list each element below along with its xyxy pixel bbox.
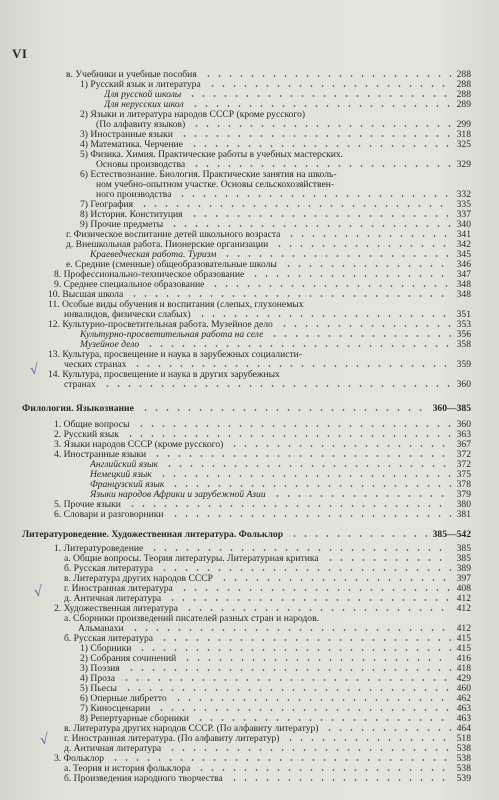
toc-entry	[0, 734, 499, 744]
entry-title: 7) География	[80, 200, 134, 210]
toc-entry	[0, 574, 499, 584]
toc-entry	[0, 664, 499, 674]
toc-entry	[0, 200, 499, 210]
toc-entry	[0, 380, 499, 390]
entry-title: 1) Сборники	[80, 644, 132, 654]
entry-title: г. Иностранная литература. (По алфавиту литератур)	[64, 734, 280, 744]
page-ref: 351	[456, 309, 471, 320]
entry-title: 11. Особые виды обучения и воспитания (слепых, глухонемых	[48, 300, 304, 310]
leader-dots	[184, 604, 451, 614]
section-heading	[0, 530, 499, 540]
leader-dots	[159, 634, 451, 644]
leader-dots	[149, 544, 450, 554]
toc-entry	[0, 584, 499, 594]
toc-entry	[0, 350, 499, 360]
leader-dots	[250, 270, 450, 280]
entry-title: 8. Профессионально-техническое образование	[54, 270, 245, 280]
entry-title: Филология. Языкознание	[22, 404, 134, 414]
toc-entry	[0, 140, 499, 150]
leader-dots	[173, 694, 451, 704]
entry-title: Альманахи	[78, 624, 124, 634]
page-ref: 346	[456, 259, 471, 270]
toc-entry	[0, 510, 499, 520]
page-ref: 375	[456, 469, 471, 480]
toc-entry	[0, 170, 499, 180]
entry-title: 5. Прочие языки	[54, 500, 121, 510]
toc-entry	[0, 320, 499, 330]
toc-entry	[0, 490, 499, 500]
entry-title: 4. Иностранные языки	[54, 450, 147, 460]
toc-entry	[0, 330, 499, 340]
leader-dots	[179, 584, 451, 594]
page-ref: 385—542	[432, 529, 471, 540]
entry-title: ного производства	[96, 190, 172, 200]
toc-entry	[0, 300, 499, 310]
leader-dots	[190, 100, 451, 110]
toc-entry	[0, 100, 499, 110]
toc-entry	[0, 340, 499, 350]
page-ref: 341	[456, 229, 471, 240]
leader-dots	[140, 404, 427, 414]
page-ref: 345	[456, 249, 471, 260]
toc-entry	[0, 654, 499, 664]
leader-dots	[189, 140, 451, 150]
toc-entry	[0, 80, 499, 90]
page-ref: 356	[456, 329, 471, 340]
toc-entry	[0, 754, 499, 764]
leader-dots	[169, 220, 450, 230]
entry-title: Литературоведение. Художественная литература. Фольклор	[22, 530, 284, 540]
toc-entry	[0, 310, 499, 320]
toc-entry	[0, 500, 499, 510]
entry-title: Для русской школы	[104, 90, 182, 100]
page-ref: 464	[456, 723, 471, 734]
entry-title: Краеведческая работа. Туризм	[90, 250, 217, 260]
leader-dots	[219, 574, 451, 584]
leader-dots	[272, 490, 451, 500]
entry-title: д. Внешкольная работа. Пионерские организации	[66, 240, 269, 250]
page-ref: 372	[456, 449, 471, 460]
page-ref: 299	[456, 119, 471, 130]
leader-dots	[130, 624, 451, 634]
leader-dots	[145, 340, 450, 350]
entry-title: 9) Прочие предметы	[80, 220, 164, 230]
entry-title: Французский язык	[90, 480, 165, 490]
page-ref: 288	[456, 69, 471, 80]
toc-entry	[0, 250, 499, 260]
toc-entry	[0, 360, 499, 370]
toc-entry	[0, 604, 499, 614]
page-ref: 397	[456, 573, 471, 584]
toc-entry	[0, 270, 499, 280]
toc-entry	[0, 624, 499, 634]
page-ref: 463	[456, 713, 471, 724]
entry-title: 10. Высшая школа	[48, 290, 124, 300]
leader-dots	[167, 594, 450, 604]
leader-dots	[156, 704, 450, 714]
leader-dots	[179, 130, 451, 140]
toc-entry	[0, 110, 499, 120]
entry-title: д. Античная литература	[64, 594, 162, 604]
leader-dots	[123, 684, 451, 694]
leader-dots	[132, 360, 450, 370]
entry-title: а. Общие вопросы. Теория литературы. Литературная критика	[64, 554, 319, 564]
toc-entry	[0, 210, 499, 220]
page-ref: 460	[456, 683, 471, 694]
page-number: VI	[12, 46, 28, 61]
page-ref: 288	[456, 89, 471, 100]
page-ref: 418	[456, 663, 471, 674]
toc-entry	[0, 460, 499, 470]
page-ref: 358	[456, 339, 471, 350]
leader-dots	[125, 430, 451, 440]
leader-dots	[325, 554, 451, 564]
entry-title: г. Иностранная литература	[64, 584, 173, 594]
page-ref: 335	[456, 199, 471, 210]
toc-entry	[0, 774, 499, 784]
toc-entry	[0, 290, 499, 300]
toc-entry	[0, 674, 499, 684]
leader-dots	[229, 440, 450, 450]
entry-title: б. Произведения народного творчества	[64, 774, 223, 784]
entry-title: Основы производства	[96, 160, 186, 170]
section-heading	[0, 404, 499, 414]
entry-title: 8) История. Конституция	[80, 210, 183, 220]
toc-entry	[0, 704, 499, 714]
leader-dots	[191, 120, 450, 130]
leader-dots	[274, 240, 450, 250]
page-ref: 518	[456, 733, 471, 744]
entry-title: Немецкий язык	[90, 470, 152, 480]
leader-dots	[139, 200, 451, 210]
page-ref: 429	[456, 673, 471, 684]
entry-title: 7) Киносценарии	[80, 704, 151, 714]
page-ref: 463	[456, 703, 471, 714]
leader-dots	[159, 564, 451, 574]
entry-title: 2) Собрания сочинений	[80, 654, 177, 664]
page-ref: 318	[456, 129, 471, 140]
toc-entry	[0, 450, 499, 460]
pencil-mark-1: √	[28, 361, 40, 379]
leader-dots	[324, 724, 450, 734]
leader-dots	[187, 90, 450, 100]
entry-title: в. Учебники и учебные пособия	[66, 70, 197, 80]
toc-entry	[0, 220, 499, 230]
entry-title: Языки народов Африки и зарубежной Азии	[90, 490, 266, 500]
entry-title: 9. Среднее специальное образование	[54, 280, 205, 290]
toc-entry	[0, 260, 499, 270]
page-ref: 381	[456, 509, 471, 520]
toc-entry	[0, 280, 499, 290]
entry-title: в. Литература других народов СССР. (По алфавиту литератур)	[64, 724, 319, 734]
leader-dots	[207, 80, 451, 90]
page-ref: 412	[456, 593, 471, 604]
page-ref: 348	[456, 289, 471, 300]
entry-title: Культурно-просветительная работа на селе	[80, 330, 264, 340]
entry-title: 3) Поэзия	[80, 664, 120, 674]
entry-title: а. Теория и история фольклора	[64, 764, 191, 774]
page-ref: 347	[456, 269, 471, 280]
page-ref: 360	[456, 379, 471, 390]
pencil-mark-2: √	[32, 583, 44, 601]
page-ref: 380	[456, 499, 471, 510]
toc-entry	[0, 644, 499, 654]
entry-title: Музейное дело	[80, 340, 140, 350]
leader-dots	[129, 290, 450, 300]
leader-dots	[170, 480, 450, 490]
leader-dots	[182, 654, 450, 664]
toc-entry	[0, 714, 499, 724]
page-ref: 538	[456, 743, 471, 754]
leader-dots	[269, 330, 450, 340]
toc-entry	[0, 120, 499, 130]
leader-dots	[110, 754, 451, 764]
leader-dots	[279, 320, 451, 330]
toc-entry	[0, 470, 499, 480]
entry-title: 13. Культура, просвещение и наука в зарубежных социалисти-	[48, 350, 302, 360]
entry-title: (По алфавиту языков)	[96, 120, 186, 130]
leader-dots	[167, 744, 450, 754]
toc-entry	[0, 724, 499, 734]
page-ref: 325	[456, 139, 471, 150]
toc-entry	[0, 544, 499, 554]
leader-dots	[286, 230, 450, 240]
page-ref: 462	[456, 693, 471, 704]
toc-entry	[0, 160, 499, 170]
entry-title: 1) Русский язык и литература	[80, 80, 201, 90]
entry-title: 1. Общие вопросы	[54, 420, 130, 430]
toc-entry	[0, 764, 499, 774]
entry-title: 3. Языки народов СССР (кроме русского)	[54, 440, 224, 450]
toc-entry	[0, 684, 499, 694]
leader-dots	[229, 774, 451, 784]
toc-entry	[0, 430, 499, 440]
page-ref: 378	[456, 479, 471, 490]
page-ref: 367	[456, 439, 471, 450]
toc-entry	[0, 370, 499, 380]
page-ref: 389	[456, 563, 471, 574]
page-ref: 342	[456, 239, 471, 250]
entry-title: 6) Оперные либретто	[80, 694, 167, 704]
entry-title: а. Сборники произведений писателей разных стран и народов.	[64, 614, 320, 624]
leader-dots	[210, 280, 450, 290]
toc-entry	[0, 594, 499, 604]
entry-title: д. Античная литература	[64, 744, 162, 754]
entry-title: 14. Культура, просвещение и наука в других зарубежных	[48, 370, 280, 380]
toc-entry	[0, 150, 499, 160]
entry-title: б. Русская литература	[64, 634, 154, 644]
toc-entry	[0, 480, 499, 490]
page-ref: 337	[456, 209, 471, 220]
entry-title: 6) Естествознание. Биология. Практические занятия на школь-	[80, 170, 337, 180]
toc-entry	[0, 614, 499, 624]
page-ref: 539	[456, 773, 471, 784]
leader-dots	[285, 734, 450, 744]
entry-title: 8) Репертуарные сборники	[80, 714, 189, 724]
page-ref: 360—385	[432, 403, 471, 414]
entry-title: 3. Фольклор	[54, 754, 105, 764]
leader-dots	[136, 420, 451, 430]
leader-dots	[164, 460, 451, 470]
entry-title: г. Физическое воспитание детей школьного возраста	[66, 230, 281, 240]
page-ref: 412	[456, 623, 471, 634]
entry-title: 3) Иностранные языки	[80, 130, 173, 140]
entry-title: ном учебно-опытном участке. Основы сельскохозяйствен-	[96, 180, 335, 190]
toc-entry	[0, 564, 499, 574]
leader-dots	[203, 70, 451, 80]
page-ref: 412	[456, 603, 471, 614]
entry-title: 2. Художественная литература	[54, 604, 178, 614]
toc-entry	[0, 130, 499, 140]
leader-dots	[191, 160, 450, 170]
page-ref: 416	[456, 653, 471, 664]
page-ref: 385	[456, 543, 471, 554]
entry-title: в. Литература других народов СССР	[64, 574, 214, 584]
entry-title: Английский язык	[90, 460, 158, 470]
toc-entry	[0, 240, 499, 250]
page-ref: 288	[456, 79, 471, 90]
leader-dots	[283, 260, 451, 270]
page-ref: 538	[456, 763, 471, 774]
entry-title: 4) Математика. Черчение	[80, 140, 183, 150]
entry-title: 5) Физика. Химия. Практические работы в учебных мастерских.	[80, 150, 344, 160]
page-ref: 415	[456, 633, 471, 644]
leader-dots	[177, 190, 450, 200]
entry-title: 6. Словари и разговорники	[54, 510, 164, 520]
page-ref: 538	[456, 753, 471, 764]
toc-entry	[0, 190, 499, 200]
leader-dots	[197, 310, 451, 320]
entry-title: 1. Литературоведение	[54, 544, 144, 554]
leader-dots	[196, 764, 450, 774]
page-ref: 385	[456, 553, 471, 564]
page-ref: 329	[456, 159, 471, 170]
page-ref: 408	[456, 583, 471, 594]
leader-dots	[102, 380, 451, 390]
leader-dots	[158, 470, 451, 480]
page-ref: 379	[456, 489, 471, 500]
entry-title: Для нерусских школ	[104, 100, 184, 110]
toc-entry	[0, 440, 499, 450]
page-ref: 360	[456, 419, 471, 430]
leader-dots	[289, 530, 427, 540]
leader-dots	[152, 450, 450, 460]
leader-dots	[195, 714, 451, 724]
toc-entry	[0, 230, 499, 240]
entry-title: 2. Русский язык	[54, 430, 119, 440]
leader-dots	[137, 644, 450, 654]
toc-entry	[0, 90, 499, 100]
entry-title: б. Русская литература	[64, 564, 154, 574]
entry-title: инвалидов, физически слабых)	[64, 310, 191, 320]
entry-title: ческих странах	[64, 360, 127, 370]
toc-entry	[0, 554, 499, 564]
entry-title: 2) Языки и литература народов СССР (кроме русского)	[80, 110, 306, 120]
entry-title: е. Средние (сменные) общеобразовательные школы	[66, 260, 277, 270]
page-ref: 359	[456, 359, 471, 370]
entry-title: 12. Культурно-просветительная работа. Музейное дело	[48, 320, 273, 330]
leader-dots	[189, 210, 451, 220]
toc-entry	[0, 634, 499, 644]
leader-dots	[121, 674, 451, 684]
page-ref: 415	[456, 643, 471, 654]
page-ref: 372	[456, 459, 471, 470]
page-ref: 348	[456, 279, 471, 290]
toc-entry	[0, 70, 499, 80]
page-ref: 332	[456, 189, 471, 200]
toc-entry	[0, 694, 499, 704]
leader-dots	[126, 664, 451, 674]
page-ref: 340	[456, 219, 471, 230]
toc-entry	[0, 744, 499, 754]
page-ref: 289	[456, 99, 471, 110]
entry-title: 5) Пьесы	[80, 684, 117, 694]
leader-dots	[127, 500, 451, 510]
page-ref: 363	[456, 429, 471, 440]
pencil-mark-3: √	[38, 731, 50, 749]
toc-entry	[0, 420, 499, 430]
entry-title: странах	[64, 380, 96, 390]
entry-title: 4) Проза	[80, 674, 115, 684]
page-ref: 353	[456, 319, 471, 330]
toc-entry	[0, 180, 499, 190]
leader-dots	[222, 250, 450, 260]
leader-dots	[170, 510, 451, 520]
